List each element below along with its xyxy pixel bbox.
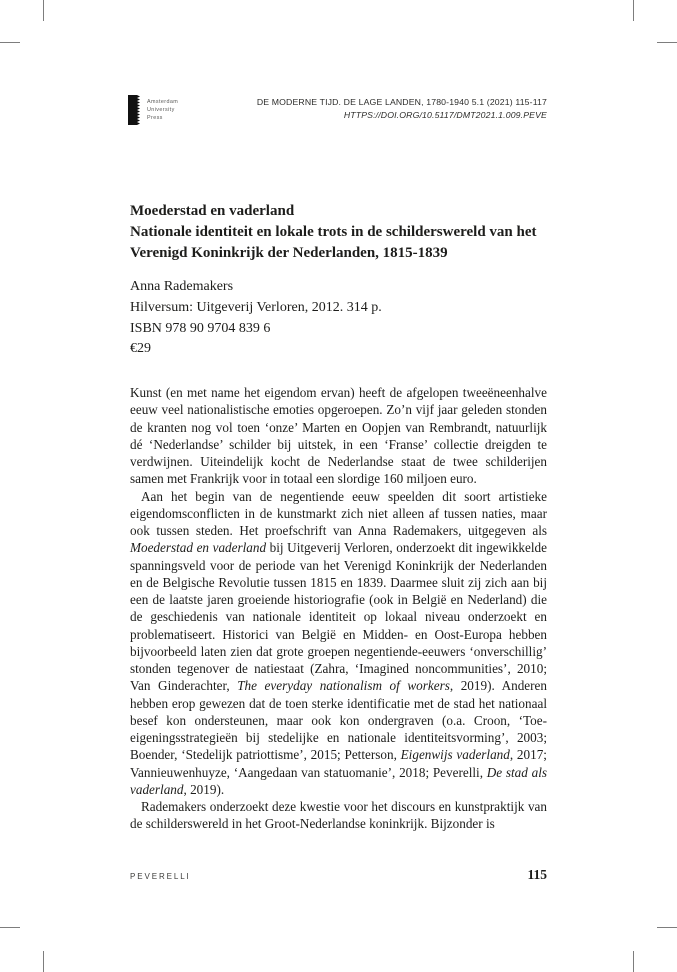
doi-line: HTTPS://DOI.ORG/10.5117/DMT2021.1.009.PEVE — [343, 110, 547, 120]
book-meta-block — [130, 277, 550, 360]
journal-reference — [257, 96, 547, 122]
review-paragraph: Rademakers onderzoekt deze kwestie voor het discours en kunstpraktijk van de schilderswereld in het Groot-Nederlandse koninkrijk. Bijzonder is — [130, 799, 547, 832]
amsterdam-university-press-icon — [128, 95, 140, 125]
book-author: Anna Rademakers — [130, 279, 234, 294]
publisher-logo — [128, 95, 178, 125]
crop-mark — [633, 0, 634, 21]
crop-mark — [0, 42, 20, 43]
book-title: Moederstad en vaderland — [130, 203, 295, 219]
page-footer — [130, 867, 547, 883]
publisher-logo-line: Amsterdam — [147, 99, 179, 105]
book-imprint: Hilversum: Uitgeverij Verloren, 2012. 314 p. — [130, 299, 382, 315]
book-title-block — [130, 201, 550, 264]
crop-mark — [633, 951, 634, 972]
publisher-logo-line: Press — [147, 115, 163, 121]
review-paragraph: Kunst (en met name het eigendom ervan) heeft de afgelopen tweeëneenhalve eeuw veel nationalistische emoties opgeroepen. Zo’n vijf jaar geleden stonden de kranten nog vol toen ‘onze’ Marten en Oopjen van Rembrandt, natuurlijk dé ‘Nederlandse’ schilder bij uitstek, in een ‘Franse’ collectie dreigden te verdwijnen. Uiteindelijk kocht de Nederlandse staat de twee schilderijen samen met Frankrijk voor in totaal een slordige 160 miljoen euro. — [130, 385, 547, 487]
publisher-logo-line: University — [147, 107, 175, 113]
crop-mark — [43, 951, 44, 972]
book-price: €29 — [130, 341, 151, 357]
crop-mark — [43, 0, 44, 21]
page-number: 115 — [527, 867, 547, 882]
publisher-logo-text — [147, 95, 178, 125]
book-isbn: ISBN 978 90 9704 839 6 — [130, 320, 271, 336]
crop-mark — [0, 927, 20, 928]
book-subtitle: Nationale identiteit en lokale trots in de schilderswereld van het Verenigd Koninkrijk der Nederlanden, 1815-1839 — [130, 224, 537, 261]
crop-mark — [657, 927, 677, 928]
review-body — [130, 384, 547, 833]
journal-citation-line: DE MODERNE TIJD. DE LAGE LANDEN, 1780-1940 5.1 (2021) 115-117 — [256, 97, 547, 107]
reviewer-name: PEVERELLI — [130, 872, 191, 881]
crop-mark — [657, 42, 677, 43]
review-paragraph: Aan het begin van de negentiende eeuw speelden dit soort artistieke eigendomsconflicten in de kunstmarkt zich niet alleen af tussen naties, maar ook tussen steden. Het proefschrift van Anna Rademakers, uitgegeven als Moederstad en vaderland bij Uitgeverij Verloren, onderzoekt dit ingewikkelde spanningsveld voor de periode van het Verenigd Koninkrijk der Nederlanden en de Belgische Revolutie tussen 1815 en 1839. Daarmee sluit zij zich aan bij een de laatste jaren groeiende historiografie (ook in België en Nederland) die de geschiedenis van nationale identiteit op lokaal niveau onderzoekt en problematiseert. Historici van België en Midden- en Oost-Europa hebben bijvoorbeeld laten zien dat grote groepen negentiende-eeuwers ‘onverschillig’ stonden tegenover de natiestaat (Zahra, ‘Imagined noncommunities’, 2010; Van Ginderachter, The everyday nationalism of workers, 2019). Anderen hebben erop gewezen dat de toen sterke identificatie met de stad het nationaal besef kon ondersteunen, maar ook kon ondergraven (o.a. Croon, ‘Toe-eigeningsstrategieën bij stedelijke en nationale identiteitsvorming’, 2003; Boender, ‘Stedelijk patriottisme’, 2015; Petterson, Eigenwijs vaderland, 2017; Vannieuwenhuyze, ‘Aangedaan van statuomanie’, 2018; Peverelli, De stad als vaderland, 2019). — [130, 488, 547, 797]
